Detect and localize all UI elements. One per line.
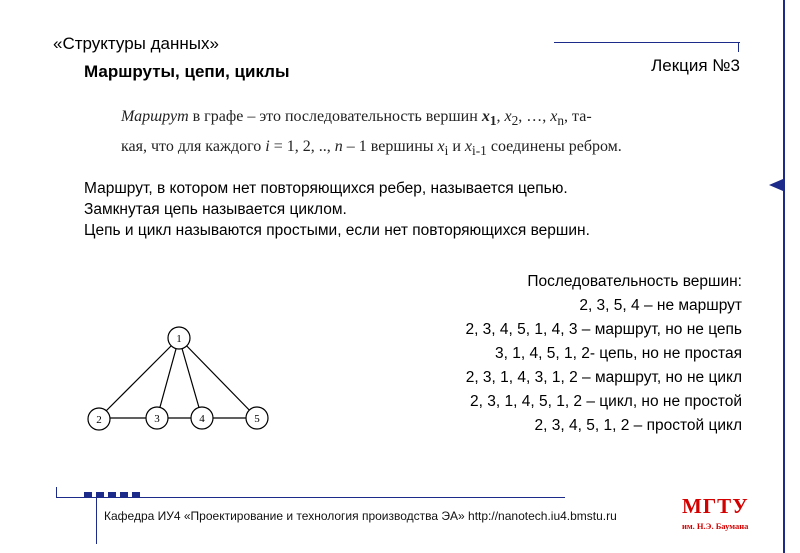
var: i xyxy=(265,138,270,156)
list-item: 2, 3, 4, 5, 1, 4, 3 – маршрут, но не цепь xyxy=(465,321,742,338)
definition-part: кая, что для каждого xyxy=(121,138,266,156)
definition-part: – 1 вершины xyxy=(342,138,438,156)
definition-part: соединены ребром. xyxy=(486,138,622,156)
subscript: n xyxy=(557,113,565,129)
paragraph-simple: Цепь и цикл называются простыми, если нет повторяющихся вершин. xyxy=(84,222,590,239)
definition-part: , …, xyxy=(518,108,551,125)
list-item: 2, 3, 1, 4, 5, 1, 2 – цикл, но не простой xyxy=(470,393,742,410)
slide-title: Маршруты, цепи, циклы xyxy=(84,62,290,81)
footer-department: Кафедра ИУ4 «Проектирование и технология производства ЭА» http://nanotech.iu4.bmstu.ru xyxy=(104,509,617,523)
definition-part: = 1, 2, .., xyxy=(269,138,335,156)
university-logo-subtitle: им. Н.Э. Баумана xyxy=(682,521,749,531)
var: x xyxy=(481,108,490,125)
vertex-label-5: 5 xyxy=(254,413,260,425)
list-item: 2, 3, 4, 5, 1, 2 – простой цикл xyxy=(534,417,742,434)
paragraph-chain: Маршрут, в котором нет повторяющихся ребер, называется цепью. xyxy=(84,180,568,197)
course-title: «Структуры данных» xyxy=(53,34,219,53)
vertex-label-1: 1 xyxy=(176,333,182,345)
subscript: i-1 xyxy=(472,143,487,159)
edge-1-2 xyxy=(99,338,179,418)
var: x xyxy=(550,108,558,125)
vertex-label-4: 4 xyxy=(199,413,205,425)
list-item: 2, 3, 5, 4 – не маршрут xyxy=(579,297,742,314)
definition-part: , та- xyxy=(564,108,592,125)
var: x xyxy=(437,138,445,156)
definition-part: в графе – это последовательность вершин xyxy=(188,108,482,125)
definition-part: и xyxy=(448,138,465,156)
subscript: 1 xyxy=(489,113,497,129)
vertex-label-2: 2 xyxy=(96,414,102,426)
var: n xyxy=(334,138,343,156)
paragraph-cycle: Замкнутая цепь называется циклом. xyxy=(84,201,347,218)
list-item: 2, 3, 1, 4, 3, 1, 2 – маршрут, но не цикл xyxy=(465,369,742,386)
edge-1-3 xyxy=(157,338,179,418)
lecture-number: Лекция №3 xyxy=(651,56,740,75)
vertex-label-3: 3 xyxy=(154,413,160,425)
subscript: 2 xyxy=(511,113,519,129)
sequence-heading: Последовательность вершин: xyxy=(527,273,742,290)
list-item: 3, 1, 4, 5, 1, 2- цепь, но не простая xyxy=(495,345,742,362)
var: x xyxy=(504,108,512,125)
var: x xyxy=(464,138,473,156)
term-route: Маршрут xyxy=(121,108,189,125)
definition-part: , xyxy=(496,108,505,125)
subscript: i xyxy=(444,143,449,159)
university-logo: МГТУ xyxy=(682,494,749,518)
